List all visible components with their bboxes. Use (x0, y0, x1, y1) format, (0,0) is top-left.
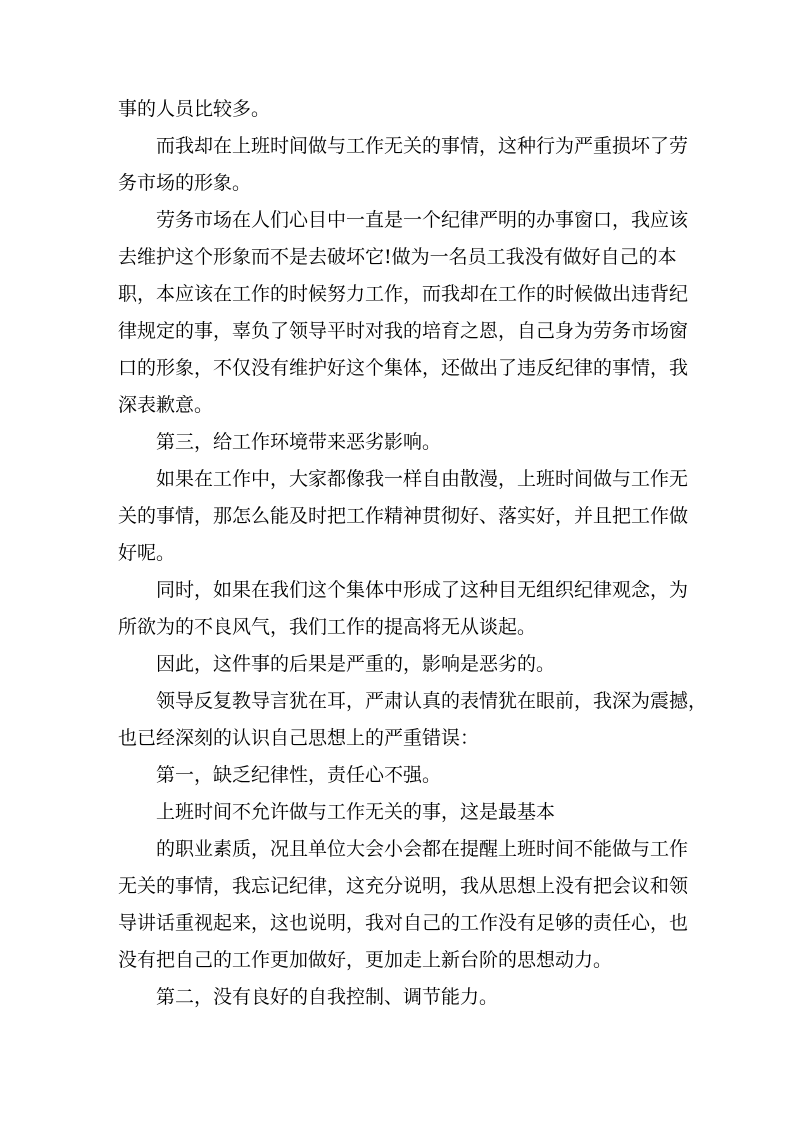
paragraph-line: 律规定的事，辜负了领导平时对我的培育之恩，自己身为劳务市场窗 (118, 320, 689, 342)
paragraph-line: 领导反复教导言犹在耳，严肃认真的表情犹在眼前，我深为震撼， (156, 690, 708, 712)
paragraph-line: 同时，如果在我们这个集体中形成了这种目无组织纪律观念，为 (156, 579, 689, 601)
paragraph-line: 劳务市场在人们心目中一直是一个纪律严明的办事窗口，我应该 (156, 209, 689, 231)
paragraph-line: 好呢。 (118, 542, 176, 564)
paragraph-line: 也已经深刻的认识自己思想上的严重错误： (118, 727, 480, 749)
paragraph-line: 口的形象，不仅没有维护好这个集体，还做出了违反纪律的事情，我 (118, 357, 689, 379)
paragraph-line: 务市场的形象。 (118, 172, 252, 194)
paragraph-line: 深表歉意。 (118, 394, 214, 416)
paragraph-line: 关的事情，那怎么能及时把工作精神贯彻好、落实好，并且把工作做 (118, 505, 689, 527)
paragraph-line: 无关的事情，我忘记纪律，这充分说明，我从思想上没有把会议和领 (118, 875, 689, 897)
paragraph-line: 去维护这个形象而不是去破坏它!做为一名员工我没有做好自己的本 (118, 246, 677, 268)
paragraph-line: 而我却在上班时间做与工作无关的事情，这种行为严重损坏了劳 (156, 135, 689, 157)
paragraph-line: 职，本应该在工作的时候努力工作，而我却在工作的时候做出违背纪 (118, 283, 689, 305)
paragraph-line: 所欲为的不良风气，我们工作的提高将无从谈起。 (118, 616, 537, 638)
paragraph-line: 上班时间不允许做与工作无关的事，这是最基本 (156, 801, 556, 823)
paragraph-line: 事的人员比较多。 (118, 98, 271, 120)
paragraph-line: 没有把自己的工作更加做好，更加走上新台阶的思想动力。 (118, 949, 613, 971)
paragraph-line: 如果在工作中，大家都像我一样自由散漫，上班时间做与工作无 (156, 468, 689, 490)
paragraph-line: 第三，给工作环境带来恶劣影响。 (156, 431, 442, 453)
paragraph-line: 的职业素质，况且单位大会小会都在提醒上班时间不能做与工作 (156, 838, 689, 860)
paragraph-line: 导讲话重视起来，这也说明，我对自己的工作没有足够的责任心，也 (118, 912, 689, 934)
paragraph-line: 第一，缺乏纪律性，责任心不强。 (156, 764, 442, 786)
paragraph-line: 因此，这件事的后果是严重的，影响是恶劣的。 (156, 653, 556, 675)
paragraph-line: 第二，没有良好的自我控制、调节能力。 (156, 986, 499, 1008)
